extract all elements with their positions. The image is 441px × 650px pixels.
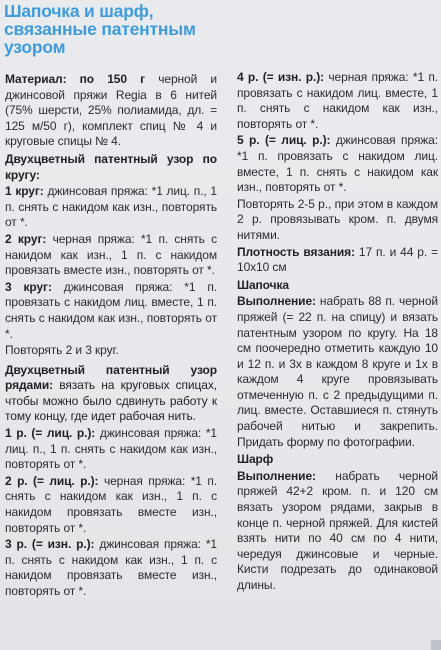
scarf-execution-label: Выполнение: xyxy=(237,468,316,483)
rows-pattern-text: вязать на круговых спицах, чтобы можно было сдвинуть работу к тому концу, где идет рабочая нить. xyxy=(5,378,217,424)
page-title xyxy=(4,2,229,56)
left-column xyxy=(5,72,217,600)
round-3-label: 3 круг: xyxy=(5,279,52,294)
round-1-label: 1 круг: xyxy=(5,184,44,199)
row-1-label: 1 р. (= лиц. р.): xyxy=(5,426,96,441)
density-text: 17 п. и 44 р. = 10х10 см xyxy=(237,244,438,275)
title-line-2: связанные патентным xyxy=(4,19,196,39)
right-column xyxy=(237,70,438,594)
rows-repeat-text: Повторять 2-5 р., при этом в каждом 2 р. провязывать кром. п. двумя нитями. xyxy=(237,196,438,242)
round-1-paragraph xyxy=(5,184,217,231)
scan-corner-mark xyxy=(431,640,441,650)
round-repeat-text: Повторять 2 и 3 круг. xyxy=(5,343,119,358)
density-label: Плотность вязания: xyxy=(237,244,355,259)
row-4-label: 4 р. (= изн. р.): xyxy=(237,70,325,84)
hat-instructions xyxy=(237,294,438,450)
round-2-text: черная пряжа: *1 п. снять с накидом как изн., 1 п. с накидом провязать вместе изн., повторять от *. xyxy=(5,231,217,278)
title-line-3: узором xyxy=(4,37,66,57)
materials-text: черной и джинсовой пряжи Regia в 6 нитей (75% шерсти, 25% полиамида, дл. = 125 м/50 г), комплект спиц № 4 и круговые спицы № 4. xyxy=(5,72,218,149)
row-5-paragraph xyxy=(237,133,438,195)
rows-pattern-paragraph xyxy=(5,363,217,425)
scarf-execution-text: набрать черной пряжей 42+2 кром. п. и 120 см вязать узором рядами, закрыв в конце п. черной пряжей. Для кистей взять нити по 40 см по 4 нити, чередуя джинсовые и черные. Кисти подрезать до одинаковой длины. xyxy=(237,468,438,592)
density-paragraph xyxy=(237,245,438,276)
scarf-instructions xyxy=(237,469,438,594)
round-pattern-heading: Двухцветный патентный узор по кругу: xyxy=(5,151,217,182)
materials-label: Материал: по 150 г xyxy=(5,72,146,86)
row-5-label: 5 р. (= лиц. р.): xyxy=(237,133,331,148)
rows-pattern-label: Двухцветный патентный узор рядами: xyxy=(5,362,217,393)
row-1-paragraph xyxy=(5,426,217,473)
row-3-paragraph xyxy=(5,537,217,599)
hat-execution-text: набрать 88 п. черной пряжей (= 22 п. на спицу) и вязать патентным узором по кругу. На 18 см поочередно отметить каждую 10 и 12 п. и 3х в каждом 8 круге и 1х в каждом 4 круге провязывать отмеченную п. с 2 предыдущими п. лиц. вместе. Оставшиеся п. стянуть рабочей нитью и закрепить. Придать форму по фотографии. xyxy=(237,294,438,449)
row-3-text: джинсовая пряжа: *1 п. снять с накидом как изн., 1 п. с накидом провязать вместе изн., повторять от *. xyxy=(5,537,218,598)
hat-heading: Шапочка xyxy=(237,277,289,292)
hat-execution-label: Выполнение: xyxy=(237,294,316,309)
title-line-1: Шапочка и шарф, xyxy=(4,1,154,21)
round-3-paragraph xyxy=(5,280,217,342)
round-2-label: 2 круг: xyxy=(5,231,47,246)
row-4-text: черная пряжа: *1 п. провязать с накидом лиц. вместе, 1 п. снять с накидом как изн., повторять от *. xyxy=(237,70,439,131)
scarf-heading: Шарф xyxy=(237,452,274,467)
round-2-paragraph xyxy=(5,232,217,279)
materials-paragraph xyxy=(5,72,217,150)
row-3-label: 3 р. (= изн. р.): xyxy=(5,537,95,552)
row-1-text: джинсовая пряжа: *1 лиц. п., 1 п. снять с накидом как изн., повторять от *. xyxy=(5,426,217,472)
round-3-text: джинсовая пряжа: *1 п. провязать с накидом лиц. вместе, 1 п. снять с накидом как изн., повторять от *. xyxy=(5,279,217,341)
row-5-text: джинсовая пряжа: *1 п. провязать с накидом лиц. вместе, 1 п. снять с накидом как изн., повторять от *. xyxy=(237,133,438,195)
row-2-paragraph xyxy=(5,474,217,536)
row-2-label: 2 р. (= лиц. р.): xyxy=(5,473,99,488)
round-1-text: джинсовая пряжа: *1 лиц. п., 1 п. снять с накидом как изн., повторять от *. xyxy=(5,184,217,230)
row-2-text: черная пряжа: *1 п. снять с накидом как изн., 1 п. с накидом провязать вместе изн., повторять от *. xyxy=(5,473,217,535)
row-4-paragraph xyxy=(237,70,438,132)
